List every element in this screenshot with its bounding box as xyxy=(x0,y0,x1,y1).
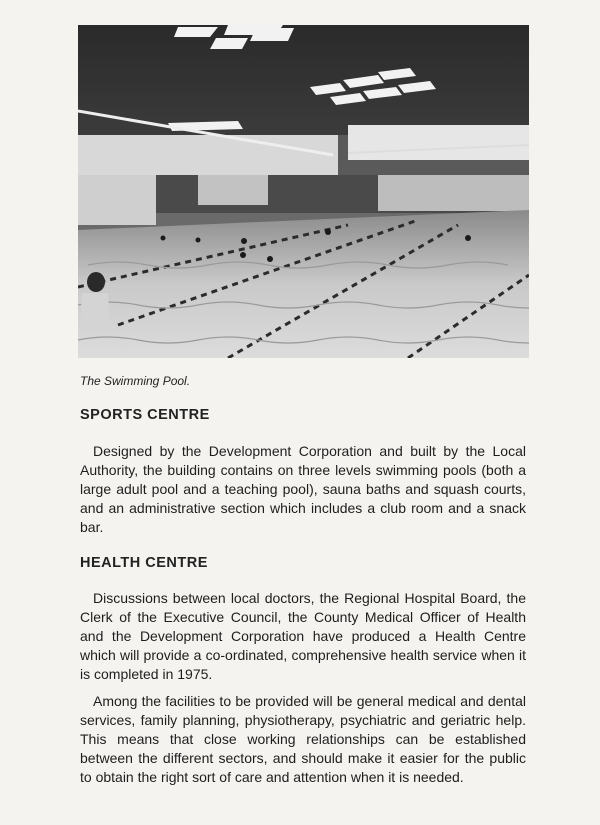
heading-sports-centre: SPORTS CENTRE xyxy=(80,407,210,423)
photo-caption: The Swimming Pool. xyxy=(80,374,191,388)
heading-health-centre: HEALTH CENTRE xyxy=(80,555,208,571)
swimming-pool-photo xyxy=(78,25,529,358)
paragraph-sports-centre: Designed by the Development Corporation and built by the Local Authority, the building contains on three levels swimming pools (both a large adult pool and a teaching pool), sauna baths and squash courts, and an administrative section which includes a club room and a snack bar. xyxy=(80,443,526,535)
paragraph-health-centre-2: Among the facilities to be provided will be general medical and dental services, family planning, physiotherapy, psychiatric and geriatric help. This means that close working relationships can be established between the different sectors, and should make it easier for the public to obtain the right sort of care and attention when it is needed. xyxy=(80,693,526,785)
paragraph-health-centre-1: Discussions between local doctors, the Regional Hospital Board, the Clerk of the Executive Council, the County Medical Officer of Health and the Development Corporation have produced a Health Centre which will provide a co-ordinated, comprehensive health service when it is completed in 1975. xyxy=(80,590,526,682)
